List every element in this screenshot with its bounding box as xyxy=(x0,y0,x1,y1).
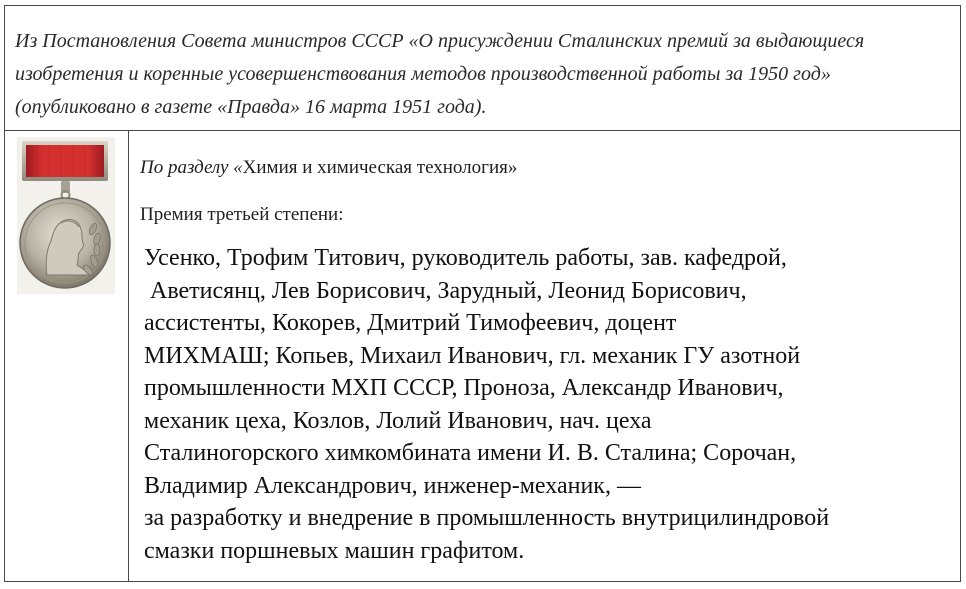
award-line: ассистенты, Кокорев, Дмитрий Тимофеевич, доцент xyxy=(144,310,677,336)
document-table xyxy=(4,5,961,582)
award-line: смазки поршневых машин графитом. xyxy=(144,537,525,564)
award-line: за разработку и внедрение в промышленность внутрицилиндровой xyxy=(144,505,830,531)
award-line: Владимир Александрович, инженер-механик, — xyxy=(144,472,641,499)
header-text: Из Постановления Совета министров СССР «О присуждении Сталинских премий за выдающиеся изобретения и коренные усовершенствования методов производственной работы за 1950 год» (опубликовано в газете «Правда» 16 марта 1951 года). xyxy=(15,30,865,118)
section-title xyxy=(140,156,517,180)
award-line: механик цеха, Козлов, Лолий Иванович, нач. цеха xyxy=(144,407,652,434)
medal-cell xyxy=(5,131,129,581)
award-text xyxy=(144,242,954,567)
header-row xyxy=(5,6,960,131)
award-line: Усенко, Трофим Титович, руководитель работы, зав. кафедрой, xyxy=(144,245,787,271)
section-name: Химия и химическая технология» xyxy=(242,157,518,178)
award-line: Аветисянц, Лев Борисович, Зарудный, Леонид Борисович, xyxy=(144,277,747,304)
stalin-prize-medal-image xyxy=(17,137,115,294)
prize-degree: Премия третьей степени: xyxy=(140,204,344,225)
award-line: Сталиногорского химкомбината имени И. В. Сталина; Сорочан, xyxy=(144,440,797,466)
award-line: промышленности МХП СССР, Проноза, Александр Иванович, xyxy=(144,375,784,401)
section-prefix: По разделу « xyxy=(140,157,243,178)
award-line: МИХМАШ; Копьев, Михаил Иванович, гл. механик ГУ азотной xyxy=(144,342,801,369)
award-cell xyxy=(129,131,960,581)
